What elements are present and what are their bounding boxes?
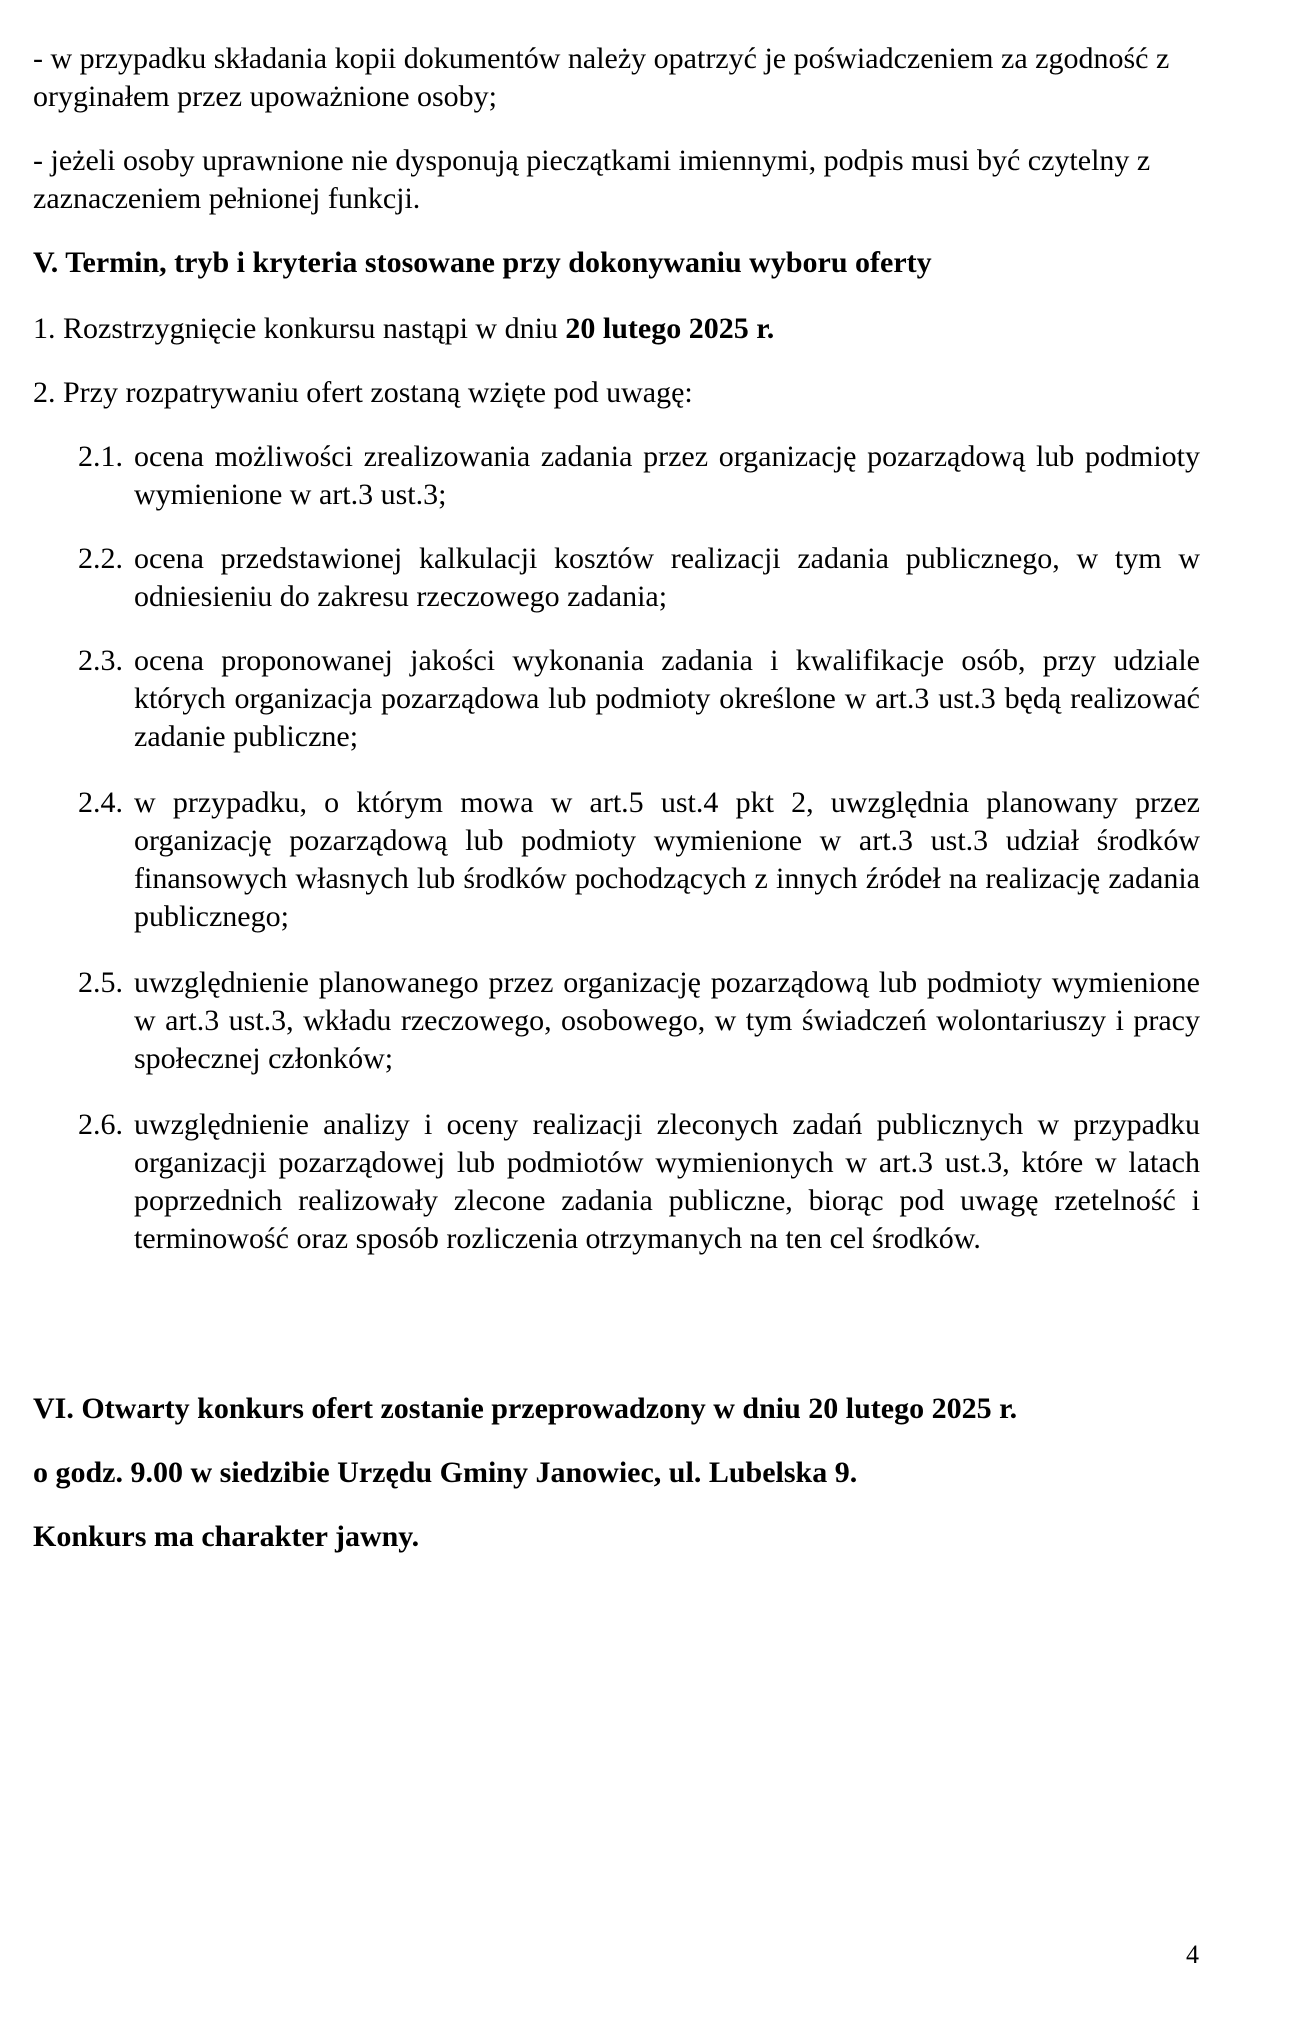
criterion-number: 2.5. <box>78 966 123 999</box>
criterion-number: 2.3. <box>78 644 123 677</box>
settlement-date: 20 lutego 2025 r. <box>565 312 775 345</box>
paragraph-signature: - jeżeli osoby uprawnione nie dysponują pieczątkami imiennymi, podpis musi być czytelny z zaznaczeniem pełnionej funkcji. <box>33 144 1151 215</box>
criterion-number: 2.2. <box>78 542 123 575</box>
criterion-2-5 <box>78 964 1200 1078</box>
criterion-2-3 <box>78 642 1200 756</box>
criterion-2-1 <box>78 438 1200 514</box>
criterion-text: uwzględnienie analizy i oceny realizacji zleconych zadań publicznych w przypadku organizacji pozarządowej lub podmiotów wymienionych w art.3 ust.3, które w latach poprzednich realizowały zlecone zadania publiczne, biorąc pod uwagę rzetelność i terminowość oraz sposób rozliczenia otrzymanych na ten cel środków. <box>134 1108 1200 1255</box>
criterion-text: uwzględnienie planowanego przez organizację pozarządową lub podmioty wymienione w art.3 ust.3, wkładu rzeczowego, osobowego, w tym świadczeń wolontariuszy i pracy społecznej członków; <box>134 966 1200 1075</box>
criterion-text: w przypadku, o którym mowa w art.5 ust.4 pkt 2, uwzględnia planowany przez organizację pozarządową lub podmioty wymienione w art.3 ust.3 udział środków finansowych własnych lub środków pochodzących z innych źródeł na realizację zadania publicznego; <box>134 786 1200 933</box>
section-vi-line-3: Konkurs ma charakter jawny. <box>33 1520 420 1553</box>
page-number: 4 <box>1186 1940 1199 1969</box>
criterion-text: ocena proponowanej jakości wykonania zadania i kwalifikacje osób, przy udziale których organizacja pozarządowa lub podmioty określone w art.3 ust.3 będą realizować zadanie publiczne; <box>134 644 1200 753</box>
criterion-number: 2.4. <box>78 786 123 819</box>
criterion-text: ocena możliwości zrealizowania zadania przez organizację pozarządową lub podmioty wymienione w art.3 ust.3; <box>134 440 1200 511</box>
section-v-heading: V. Termin, tryb i kryteria stosowane przy dokonywaniu wyboru oferty <box>33 246 932 279</box>
criterion-2-6 <box>78 1106 1200 1258</box>
criterion-number: 2.6. <box>78 1108 123 1141</box>
section-v-point-2: 2. Przy rozpatrywaniu ofert zostaną wzięte pod uwagę: <box>33 376 693 409</box>
paragraph-copies: - w przypadku składania kopii dokumentów należy opatrzyć je poświadczeniem za zgodność z oryginałem przez upoważnione osoby; <box>33 42 1170 113</box>
criterion-2-4 <box>78 784 1200 936</box>
criterion-number: 2.1. <box>78 440 123 473</box>
section-v-point-1 <box>33 310 1201 348</box>
point-1-text: 1. Rozstrzygnięcie konkursu nastąpi w dniu <box>33 312 566 345</box>
section-vi-line-2: o godz. 9.00 w siedzibie Urzędu Gminy Janowiec, ul. Lubelska 9. <box>33 1456 858 1489</box>
criterion-2-2 <box>78 540 1200 616</box>
criterion-text: ocena przedstawionej kalkulacji kosztów realizacji zadania publicznego, w tym w odniesieniu do zakresu rzeczowego zadania; <box>134 542 1200 613</box>
section-vi-line-1: VI. Otwarty konkurs ofert zostanie przeprowadzony w dniu 20 lutego 2025 r. <box>33 1392 1018 1425</box>
